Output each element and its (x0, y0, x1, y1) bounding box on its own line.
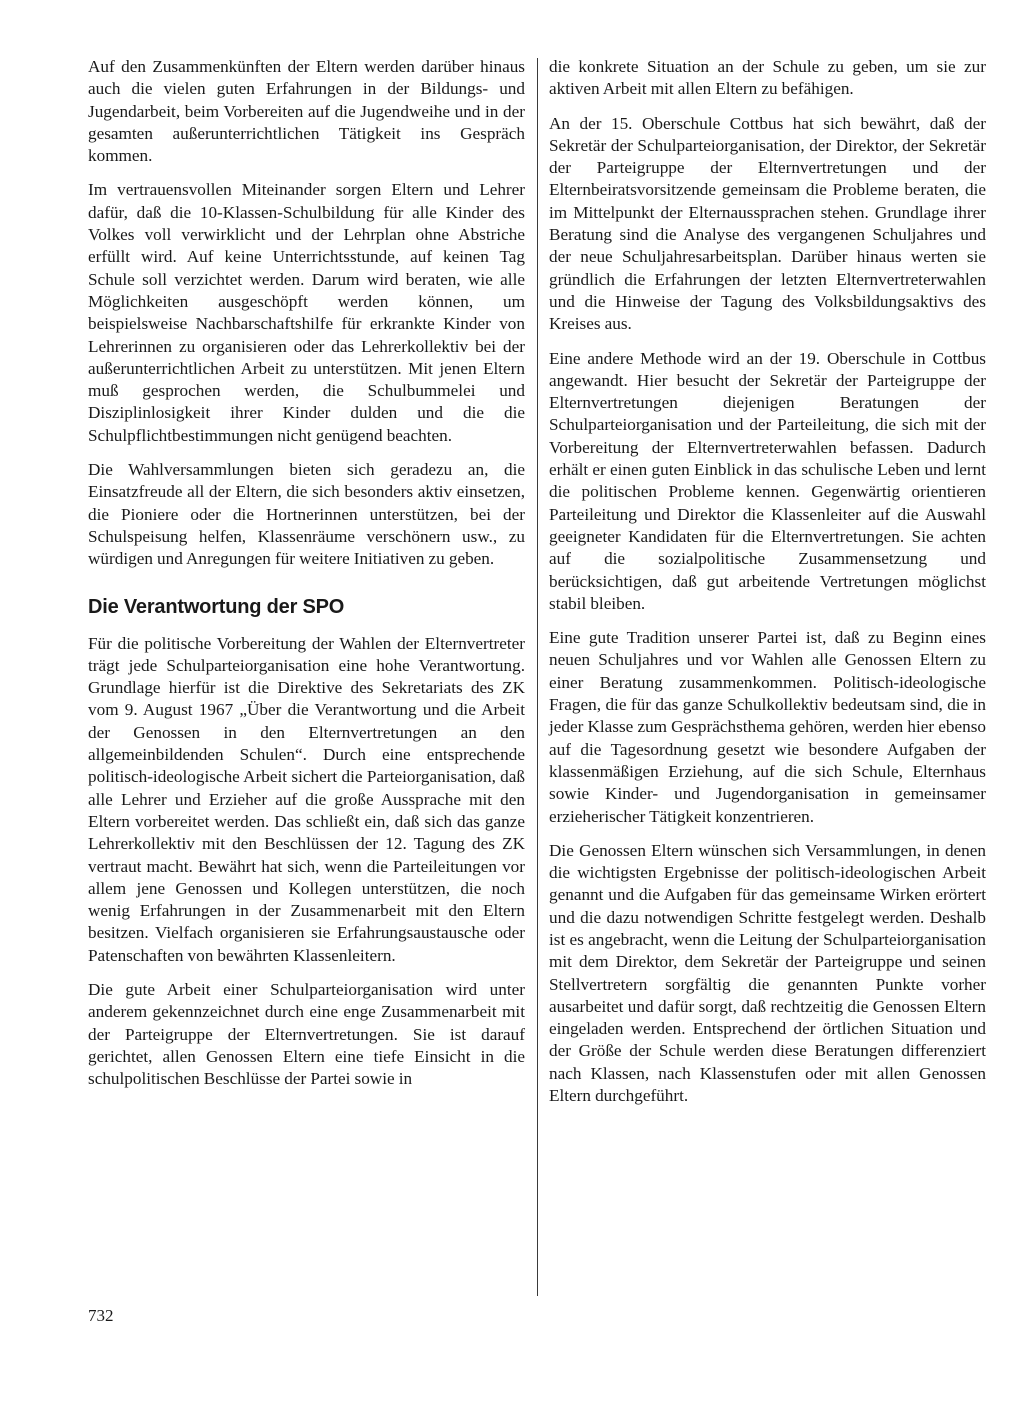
right-column (549, 56, 986, 1119)
paragraph: Eine andere Methode wird an der 19. Oberschule in Cottbus angewandt. Hier besucht der Sekretär der Parteigruppe der Elternvertretungen diejenigen Beratungen der Schulparteiorganisation und der Parteileitung, die sich mit der Vorbereitung der Elternvertreterwahlen befassen. Dadurch erhält er einen guten Einblick in das schulische Leben und lernt die politischen Probleme kennen. Gegenwärtig orientieren Parteileitung und Direktor die Klassenleiter auf die Auswahl geeigneter Kandidaten für die Elternvertretungen. Sie achten auf die sozialpolitische Zusammensetzung und berücksichtigen, daß gut arbeitende Vertretungen möglichst stabil bleiben. (549, 348, 986, 613)
paragraph: Im vertrauensvollen Miteinander sorgen Eltern und Lehrer dafür, daß die 10-Klassen-Schulbildung für alle Kinder des Volkes voll verwirklicht und der Lehrplan ohne Abstriche erfüllt wird. Auf keine Unterrichtsstunde, auf keinen Tag Schule soll verzichtet werden. Darum wird beraten, wie alle Möglichkeiten ausgeschöpft werden können, um beispielsweise Nachbarschaftshilfe für erkrankte Kinder von Lehrerinnen zu organisieren oder das Lehrerkollektiv bei der außerunterrichtlichen Arbeit zu unterstützen. Mit jenen Eltern muß gesprochen werden, die Schulbummelei und Disziplinlosigkeit ihrer Kinder dulden und die die Schulpflichtbestimmungen nicht genügend beachten. (88, 180, 525, 445)
section-heading: Die Verantwortung der SPO (88, 595, 345, 618)
column-divider (537, 58, 538, 1296)
paragraph: Auf den Zusammenkünften der Eltern werden darüber hinaus auch die vielen guten Erfahrungen in der Bildungs- und Jugendarbeit, beim Vorbereiten auf die Jugendweihe und in der gesamten außerunterrichtlichen Tätigkeit ins Gespräch kommen. (88, 57, 525, 166)
paragraph: Die gute Arbeit einer Schulparteiorganisation wird unter anderem gekennzeichnet durch eine enge Zusammenarbeit mit der Parteigruppe der Elternvertretungen. Sie ist darauf gerichtet, allen Genossen Eltern eine tiefe Einsicht in die schulpolitischen Beschlüsse der Partei sowie in (88, 979, 525, 1089)
paragraph: Für die politische Vorbereitung der Wahlen der Elternvertreter trägt jede Schulparteiorganisation eine hohe Verantwortung. Grundlage hierfür ist die Direktive des Sekretariats des ZK vom 9. August 1967 „Über die Verantwortung und die Arbeit der Genossen in den Elternvertretungen an den allgemeinbildenden Schulen“. Durch eine entsprechende politisch-ideologische Arbeit sichert die Parteiorganisation, daß alle Lehrer und Erzieher auf die große Aussprache mit den Eltern vorbereitet werden. Das schließt ein, daß sich das ganze Lehrerkollektiv mit den Beschlüssen der 12. Tagung des ZK vertraut macht. Bewährt hat sich, wenn die Parteileitungen vor allem jene Genossen und Kollegen unterstützen, die noch wenig Erfahrungen in der Zusammenarbeit mit den Eltern besitzen. Vielfach organisieren sie Erfahrungsaustausche oder Patenschaften von bewährten Klassenleitern. (88, 633, 525, 965)
page-number: 732 (88, 1306, 114, 1325)
paragraph: Eine gute Tradition unserer Partei ist, daß zu Beginn eines neuen Schuljahres und vor Wahlen alle Genossen Eltern zu einer Beratung zusammenkommen. Politisch-ideologische Fragen, die für das ganze Schulkollektiv bedeutsam sind, die in jeder Klasse zum Gesprächsthema gehören, werden hier ebenso auf die Tagesordnung gesetzt wie besondere Aufgaben der klassenmäßigen Erziehung, auf die sich Schule, Elternhaus sowie Kinder- und Jugendorganisation in gemeinsamer erzieherischer Tätigkeit konzentrieren. (549, 628, 986, 826)
paragraph: Die Genossen Eltern wünschen sich Versammlungen, in denen die wichtigsten Ergebnisse der politisch-ideologischen Arbeit genannt und die Aufgaben für das gemeinsame Wirken erörtert und die dazu notwendigen Schritte festgelegt werden. Deshalb ist es angebracht, wenn die Leitung der Schulparteiorganisation mit dem Direktor, dem Sekretär der Parteigruppe und seinen Stellvertretern sorgfältig die genannten Punkte vorher ausarbeitet und dafür sorgt, daß rechtzeitig die Genossen Eltern eingeladen werden. Entsprechend der örtlichen Situation und der Größe der Schule werden diese Beratungen differenziert nach Klassen, nach Klassenstufen oder mit allen Genossen Eltern durchgeführt. (549, 840, 986, 1106)
paragraph: Die Wahlversammlungen bieten sich geradezu an, die Einsatzfreude all der Eltern, die sich besonders aktiv einsetzen, die Pioniere oder die Hortnerinnen unterstützen, bei der Schulspeisung helfen, Klassenräume verschönern usw., zu würdigen und Anregungen für weitere Initiativen zu geben. (88, 460, 525, 569)
paragraph: An der 15. Oberschule Cottbus hat sich bewährt, daß der Sekretär der Schulparteiorganisation, der Direktor, der Sekretär der Parteigruppe der Elternvertretungen und der Elternbeiratsvorsitzende gemeinsam die Probleme beraten, die im Mittelpunkt der Elternaussprachen stehen. Grundlage ihrer Beratung sind die Analyse des vergangenen Schuljahres und der neue Schuljahresarbeitsplan. Darüber hinaus werten sie gründlich die Erfahrungen der letzten Elternvertreterwahlen und die Hinweise der Tagung des Volksbildungsaktivs des Kreises aus. (549, 113, 986, 334)
paragraph: die konkrete Situation an der Schule zu geben, um sie zur aktiven Arbeit mit allen Eltern zu befähigen. (549, 57, 986, 99)
left-column (88, 56, 525, 1102)
